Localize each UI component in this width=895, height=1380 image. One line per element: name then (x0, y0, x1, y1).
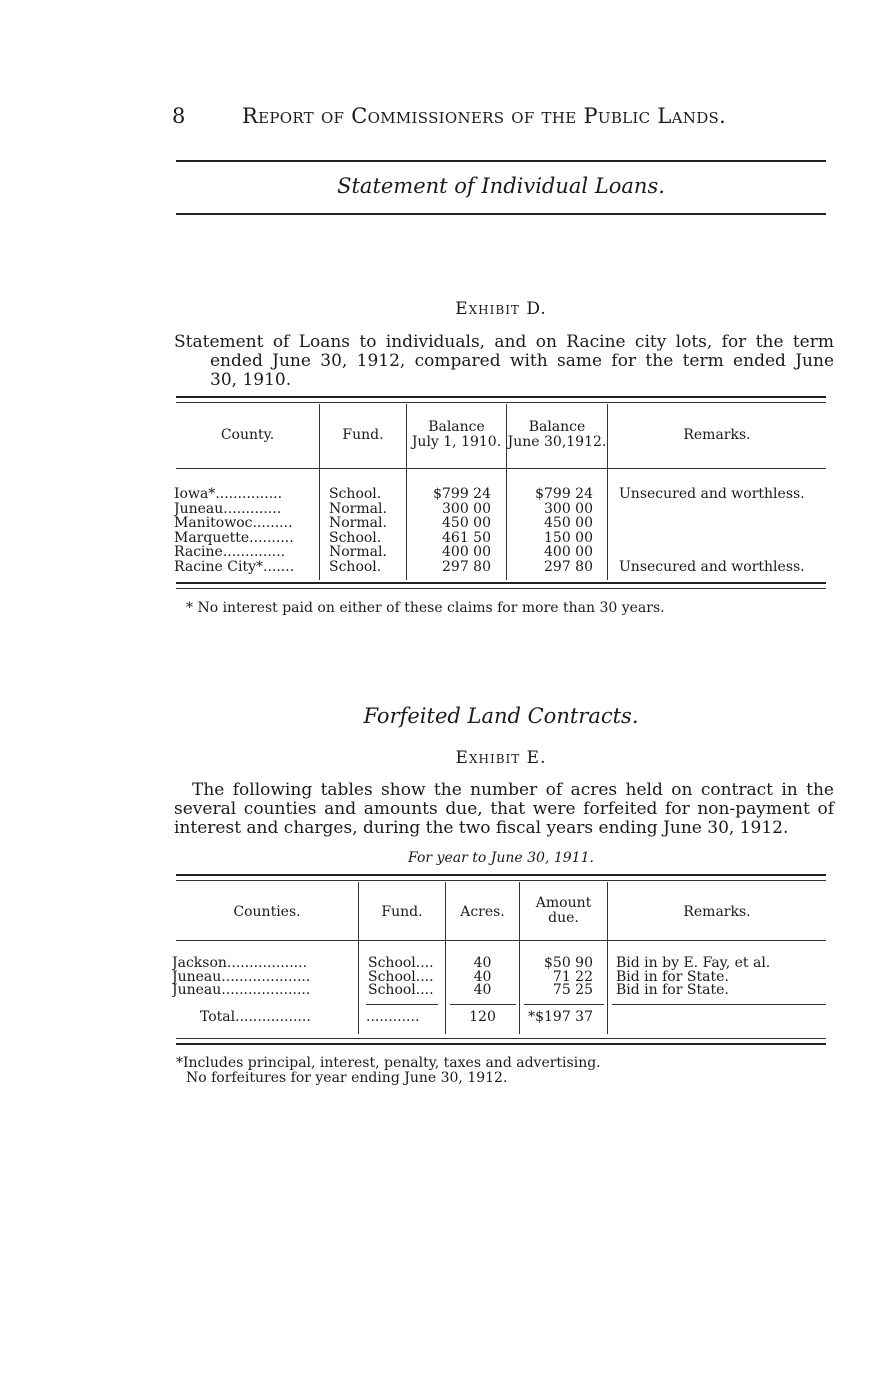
header-balance-1912 (507, 420, 607, 450)
exhibit-d-heading: Exhibit D. (455, 299, 547, 319)
loans-footnote: * No interest paid on either of these claims for more than 30 years. (186, 600, 665, 616)
cell-fund: Normal. (329, 545, 387, 559)
cell-remarks: Unsecured and worthless. (619, 560, 805, 574)
header-remarks: Remarks. (683, 427, 751, 443)
cell-acres: 40 (473, 956, 492, 970)
intro-line: ended June 30, 1912, compared with same for the term ended June (210, 351, 834, 371)
header-line: Balance (428, 419, 485, 435)
cell-fund: School.... (368, 956, 434, 970)
cell-balance-1912: 297 80 (544, 560, 593, 574)
cell-county: Jackson.................. (172, 956, 308, 970)
cell-amount: 71 22 (552, 970, 593, 984)
cell-county: Manitowoc......... (174, 516, 293, 530)
cell-amount: 75 25 (552, 983, 593, 997)
header-acres: Acres. (460, 904, 505, 920)
cell-remarks: Bid in for State. (616, 983, 729, 997)
title-rule-top (176, 160, 826, 162)
header-remarks: Remarks. (683, 904, 751, 920)
header-county: County. (220, 427, 275, 443)
subtotal-rule (612, 1004, 826, 1005)
cell-county: Juneau.................... (172, 970, 311, 984)
cell-balance-1910: 297 80 (442, 560, 491, 574)
table-rule (176, 588, 826, 589)
header-line: Balance (528, 419, 586, 435)
cell-amount: $50 90 (544, 956, 593, 970)
section-title-forfeited-contracts: Forfeited Land Contracts. (363, 704, 639, 728)
intro-line: several counties and amounts due, that were forfeited for non-payment of (174, 799, 834, 819)
header-amount-due (520, 896, 607, 926)
cell-fund: Normal. (329, 516, 387, 530)
table-rule (176, 402, 826, 403)
table-rule (176, 874, 826, 876)
cell-balance-1912: 400 00 (544, 545, 593, 559)
cell-balance-1910: $799 24 (433, 487, 491, 501)
header-rule (176, 468, 826, 469)
header-line: June 30,1912. (507, 434, 607, 450)
cell-balance-1912: $799 24 (535, 487, 593, 501)
cell-fund: School.... (368, 983, 434, 997)
header-rule (176, 940, 826, 941)
table-rule (176, 1043, 826, 1045)
intro-line: The following tables show the number of acres held on contract in the (192, 780, 834, 800)
cell-fund: School. (329, 560, 382, 574)
cell-balance-1910: 450 00 (442, 516, 491, 530)
header-fund: Fund. (342, 427, 384, 443)
cell-county: Juneau............. (174, 502, 282, 516)
table-rule (176, 582, 826, 584)
section-title-individual-loans: Statement of Individual Loans. (337, 174, 665, 198)
header-counties: Counties. (233, 904, 301, 920)
cell-balance-1912: 150 00 (544, 531, 593, 545)
table-e-subtitle: For year to June 30, 1911. (408, 850, 594, 866)
cell-fund: School.... (368, 970, 434, 984)
table-rule (176, 880, 826, 881)
subtotal-rule (524, 1004, 604, 1005)
cell-balance-1912: 450 00 (544, 516, 593, 530)
intro-line: 30, 1910. (210, 370, 292, 390)
header-line: July 1, 1910. (411, 434, 502, 450)
total-label: Total................. (200, 1009, 311, 1025)
page-number: 8 (172, 104, 186, 128)
total-acres: 120 (469, 1009, 496, 1025)
cell-balance-1910: 461 50 (442, 531, 491, 545)
cell-fund: School. (329, 531, 382, 545)
cell-acres: 40 (473, 983, 492, 997)
total-fund: ............ (366, 1009, 420, 1025)
cell-remarks: Unsecured and worthless. (619, 487, 805, 501)
intro-line: interest and charges, during the two fiscal years ending June 30, 1912. (174, 818, 789, 838)
cell-county: Racine City*....... (174, 560, 295, 574)
cell-county: Racine.............. (174, 545, 286, 559)
cell-fund: School. (329, 487, 382, 501)
title-rule-bottom (176, 213, 826, 215)
table-rule (176, 396, 826, 398)
forfeited-footnote-2: No forfeitures for year ending June 30, 1912. (186, 1070, 508, 1086)
cell-county: Iowa*............... (174, 487, 283, 501)
subtotal-rule (450, 1004, 516, 1005)
intro-line: Statement of Loans to individuals, and on Racine city lots, for the term (174, 332, 834, 352)
cell-remarks: Bid in by E. Fay, et al. (616, 956, 771, 970)
table-rule (176, 1038, 826, 1039)
cell-balance-1912: 300 00 (544, 502, 593, 516)
running-header (172, 104, 772, 128)
running-title: Report of Commissioners of the Public Lands. (242, 104, 727, 128)
header-line: due. (548, 910, 579, 926)
subtotal-rule (366, 1004, 438, 1005)
total-amount: *$197 37 (528, 1009, 593, 1025)
header-balance-1910 (407, 420, 506, 450)
cell-balance-1910: 300 00 (442, 502, 491, 516)
cell-county: Juneau.................... (172, 983, 311, 997)
cell-fund: Normal. (329, 502, 387, 516)
cell-balance-1910: 400 00 (442, 545, 491, 559)
exhibit-d-intro (174, 333, 834, 390)
forfeited-footnote-1: *Includes principal, interest, penalty, taxes and advertising. (176, 1055, 601, 1071)
exhibit-e-heading: Exhibit E. (455, 748, 547, 768)
cell-county: Marquette.......... (174, 531, 294, 545)
header-fund: Fund. (381, 904, 423, 920)
cell-remarks: Bid in for State. (616, 970, 729, 984)
exhibit-e-intro (174, 781, 834, 838)
cell-acres: 40 (473, 970, 492, 984)
header-line: Amount (535, 895, 592, 911)
